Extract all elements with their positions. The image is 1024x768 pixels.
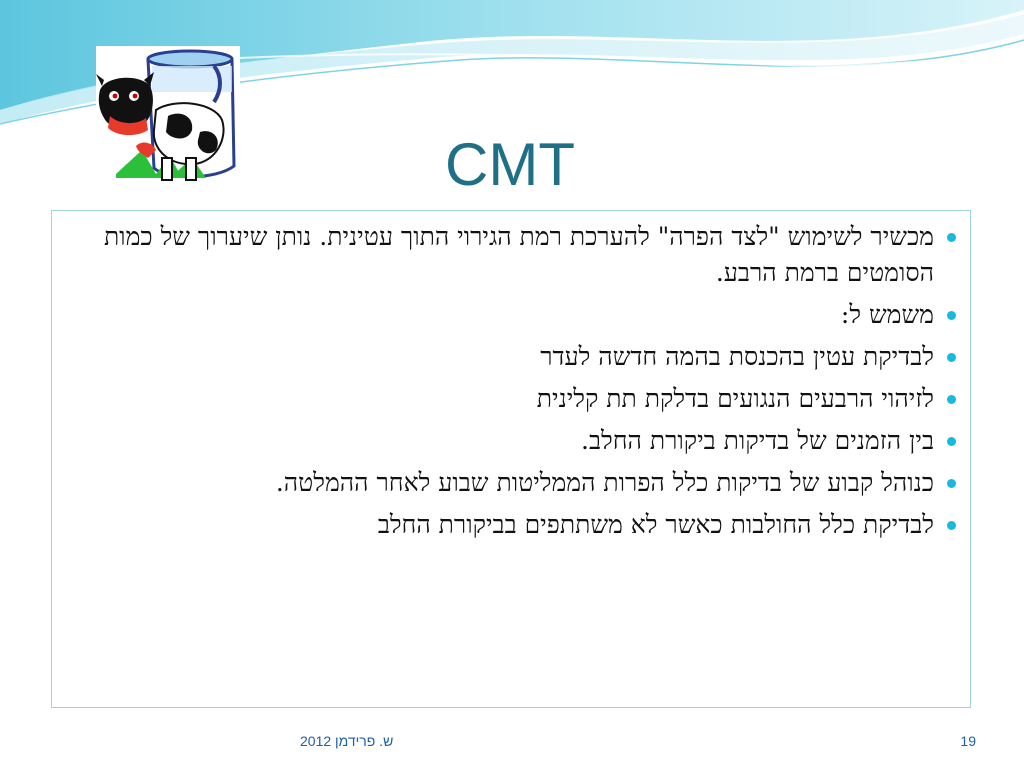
- bullet-text: כנוהל קבוע של בדיקות כלל הפרות הממליטות שבוע לאחר ההמלטה.: [275, 468, 934, 497]
- bullet-item: [90, 297, 960, 333]
- bullet-dot-icon: [947, 521, 956, 530]
- bullet-item: [90, 381, 960, 417]
- footer-author: ש. פרידמן 2012: [300, 733, 394, 749]
- bullet-dot-icon: [947, 311, 956, 320]
- bullet-dot-icon: [947, 395, 956, 404]
- cow-milk-jug-icon: [96, 46, 240, 188]
- bullet-text: מכשיר לשימוש "לצד הפרה" להערכת רמת הגירוי התוך עטינית. נותן שיערוך של כמות הסומטים ברמת הרבע.: [103, 222, 934, 287]
- bullet-item: [90, 465, 960, 501]
- bullet-item: [90, 507, 960, 543]
- bullet-dot-icon: [947, 233, 956, 242]
- bullet-text: בין הזמנים של בדיקות ביקורת החלב.: [581, 426, 934, 455]
- bullet-text: לבדיקת עטין בהכנסת בהמה חדשה לעדר: [540, 342, 934, 371]
- bullet-dot-icon: [947, 353, 956, 362]
- bullet-text: לזיהוי הרבעים הנגועים בדלקת תת קלינית: [536, 384, 934, 413]
- bullet-dot-icon: [947, 479, 956, 488]
- bullet-text: משמש ל:: [840, 300, 934, 329]
- bullet-item: [90, 219, 960, 291]
- cow-logo: [96, 46, 240, 188]
- content-box: [51, 210, 971, 708]
- bullet-text: לבדיקת כלל החולבות כאשר לא משתתפים בביקורת החלב: [377, 510, 934, 539]
- bullet-dot-icon: [947, 437, 956, 446]
- bullet-item: [90, 423, 960, 459]
- bullet-item: [90, 339, 960, 375]
- bullet-list: [90, 219, 960, 549]
- slide-title: CMT: [445, 131, 575, 198]
- page-number: 19: [960, 733, 976, 749]
